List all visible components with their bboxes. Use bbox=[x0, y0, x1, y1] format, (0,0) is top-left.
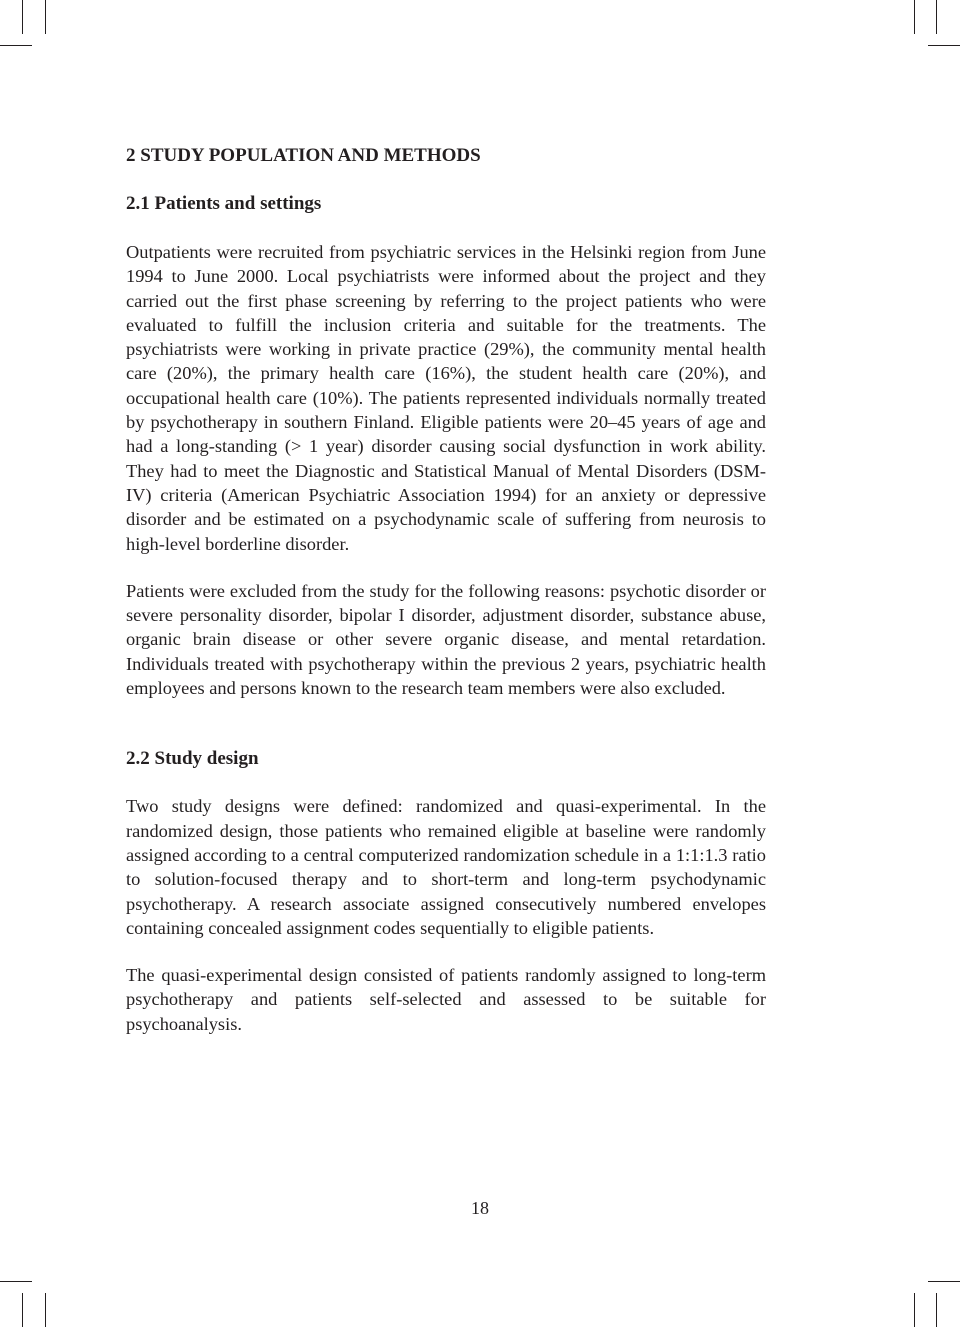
crop-mark-top-left-vertical bbox=[22, 0, 23, 34]
crop-mark-top-right-vertical bbox=[936, 0, 937, 34]
paragraph-study-designs: Two study designs were defined: randomized and quasi-experimental. In the randomized design, those patients who remained eligible at baseline were randomly assigned according to a central computerized randomization schedule in a 1:1:1.3 ratio to solution-focused therapy and to short-term and long-term psychodynamic psychotherapy. A research associate assigned consecutively numbered envelopes containing concealed assignment codes sequentially to eligible patients. bbox=[126, 796, 766, 938]
crop-mark-bottom-right-horizontal bbox=[928, 1281, 960, 1282]
page-content bbox=[126, 143, 766, 1036]
paragraph-patients-recruitment: Outpatients were recruited from psychiatric services in the Helsinki region from June 1994 to June 2000. Local psychiatrists were informed about the project and they carried out the first phase screening by referring to the project patients who were evaluated to fulfill the inclusion criteria and suitable for the treatments. The psychiatrists were working in private practice (29%), the community mental health care (20%), the primary health care (16%), the student health care (20%), and occupational health care (10%). The patients represented individuals normally treated by psychotherapy in southern Finland. Eligible patients were 20–45 years of age and had a long-standing (> 1 year) disorder causing social dysfunction in work ability. They had to meet the Diagnostic and Statistical Manual of Mental Disorders (DSM-IV) criteria (American Psychiatric Association 1994) for an anxiety or depressive disorder and be estimated on a psychodynamic scale of suffering from neurosis to high-level borderline disorder. bbox=[126, 242, 766, 554]
crop-mark-top-right-vertical-inner bbox=[914, 0, 915, 34]
page-number: 18 bbox=[471, 1198, 489, 1218]
subsection-heading-patients: 2.1 Patients and settings bbox=[126, 193, 322, 214]
crop-mark-bottom-right-vertical bbox=[936, 1293, 937, 1327]
paragraph-quasi-experimental: The quasi-experimental design consisted of patients randomly assigned to long-term psychotherapy and patients self-selected and assessed to be suitable for psychoanalysis. bbox=[126, 965, 766, 1034]
crop-mark-top-left-horizontal bbox=[0, 45, 32, 46]
crop-mark-top-right-horizontal bbox=[928, 45, 960, 46]
crop-mark-bottom-right-vertical-inner bbox=[914, 1293, 915, 1327]
crop-mark-bottom-left-horizontal bbox=[0, 1281, 32, 1282]
subsection-heading-study-design: 2.2 Study design bbox=[126, 748, 259, 770]
crop-mark-bottom-left-vertical-inner bbox=[45, 1293, 46, 1327]
section-heading: 2 STUDY POPULATION AND METHODS bbox=[126, 145, 481, 166]
crop-mark-bottom-left-vertical bbox=[22, 1293, 23, 1327]
crop-mark-top-left-vertical-inner bbox=[45, 0, 46, 34]
paragraph-exclusion-criteria: Patients were excluded from the study for the following reasons: psychotic disorder or severe personality disorder, bipolar I disorder, adjustment disorder, substance abuse, organic brain disease or other severe organic disease, and mental retardation. Individuals treated with psychotherapy within the previous 2 years, psychiatric health employees and persons known to the research team members were also excluded. bbox=[126, 580, 766, 699]
